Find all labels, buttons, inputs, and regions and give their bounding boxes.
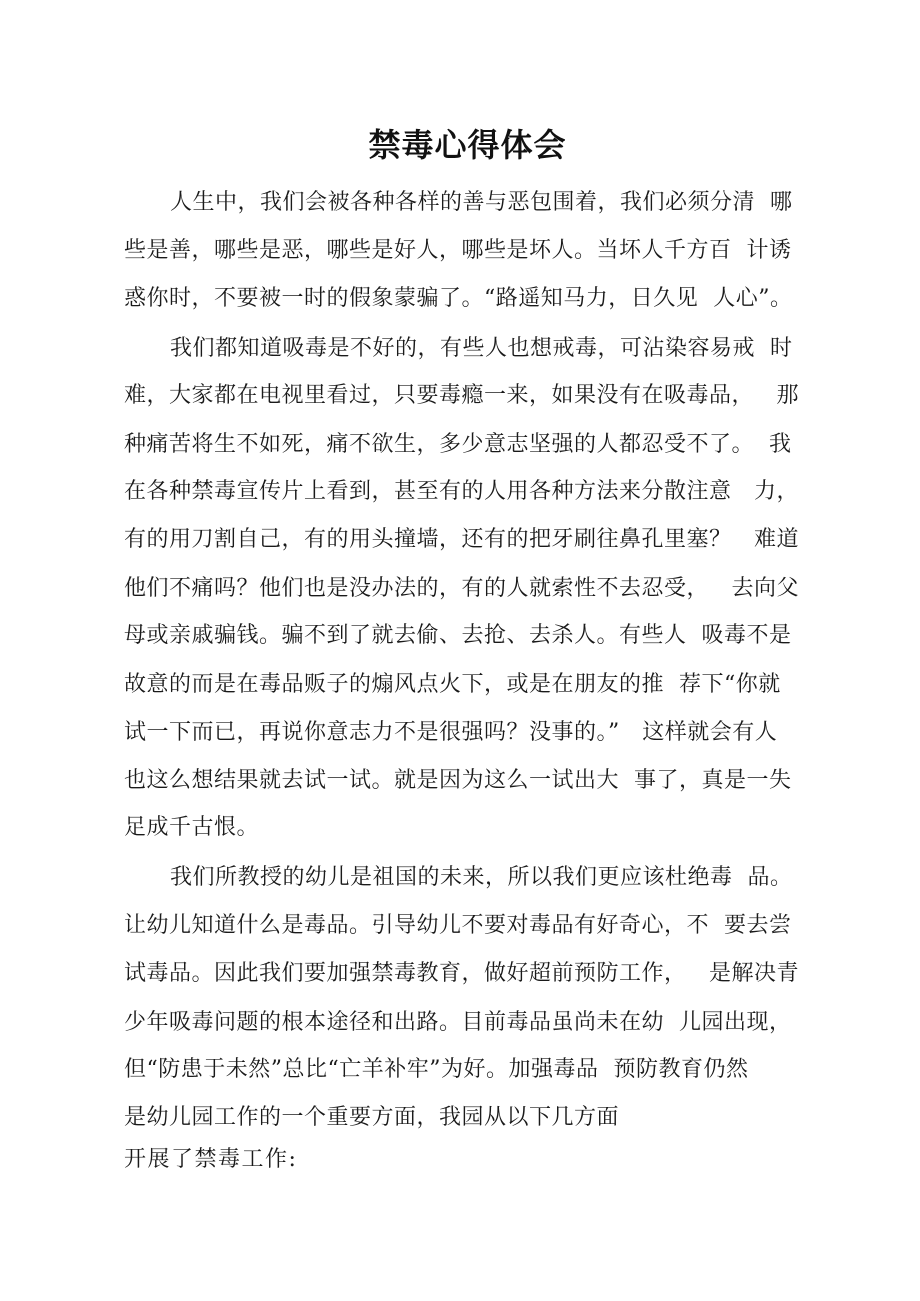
paragraph-line: 难，大家都在电视里看过，只要毒瘾一来，如果没有在吸毒品， 那	[124, 383, 799, 408]
paragraph-line: 让幼儿知道什么是毒品。引导幼儿不要对毒品有好奇心，不 要去尝	[124, 913, 792, 938]
paragraph-line: 故意的而是在毒品贩子的煽风点火下，或是在朋友的推 荐下“你就	[124, 672, 781, 697]
paragraph-line: 惑你时，不要被一时的假象蒙骗了。“路遥知马力，日久见 人心”。	[124, 286, 793, 311]
paragraph-line: 母或亲戚骗钱。骗不到了就去偷、去抢、去杀人。有些人 吸毒不是	[124, 623, 792, 648]
paragraph-line: 我们所教授的幼儿是祖国的未来，所以我们更应该杜绝毒 品。	[170, 865, 793, 890]
paragraph-line: 开展了禁毒工作:	[124, 1147, 298, 1172]
paragraph-line: 也这么想结果就去试一试。就是因为这么一试出大 事了，真是一失	[124, 768, 792, 793]
paragraph-line: 有的用刀割自己，有的用头撞墙，还有的把牙刷往鼻孔里塞？ 难道	[124, 527, 799, 552]
document-title: 禁毒心得体会	[368, 126, 567, 164]
paragraph-line: 他们不痛吗？他们也是没办法的，有的人就索性不去忍受， 去向父	[124, 576, 799, 601]
paragraph-line: 种痛苦将生不如死，痛不欲生，多少意志坚强的人都忍受不了。 我	[124, 432, 792, 457]
paragraph-line: 足成千古恨。	[124, 815, 260, 840]
paragraph-line: 些是善，哪些是恶，哪些是好人，哪些是坏人。当坏人千方百 计诱	[124, 238, 792, 263]
paragraph-line: 试一下而已，再说你意志力不是很强吗？没事的。” 这样就会有人	[124, 720, 778, 745]
paragraph-line: 在各种禁毒宣传片上看到，甚至有的人用各种方法来分散注意 力，	[124, 479, 799, 504]
paragraph-line: 是幼儿园工作的一个重要方面，我园从以下几方面	[124, 1105, 620, 1130]
paragraph-line: 但“防患于未然”总比“亡羊补牢”为好。加强毒品 预防教育仍然	[124, 1057, 749, 1082]
paragraph-line: 人生中，我们会被各种各样的善与恶包围着，我们必须分清 哪	[170, 190, 793, 215]
paragraph-line: 试毒品。因此我们要加强禁毒教育，做好超前预防工作， 是解决青	[124, 961, 799, 986]
paragraph-line: 我们都知道吸毒是不好的，有些人也想戒毒，可沾染容易戒 时	[170, 336, 793, 361]
paragraph-line: 少年吸毒问题的根本途径和出路。目前毒品虽尚未在幼 儿园出现，	[124, 1010, 792, 1035]
